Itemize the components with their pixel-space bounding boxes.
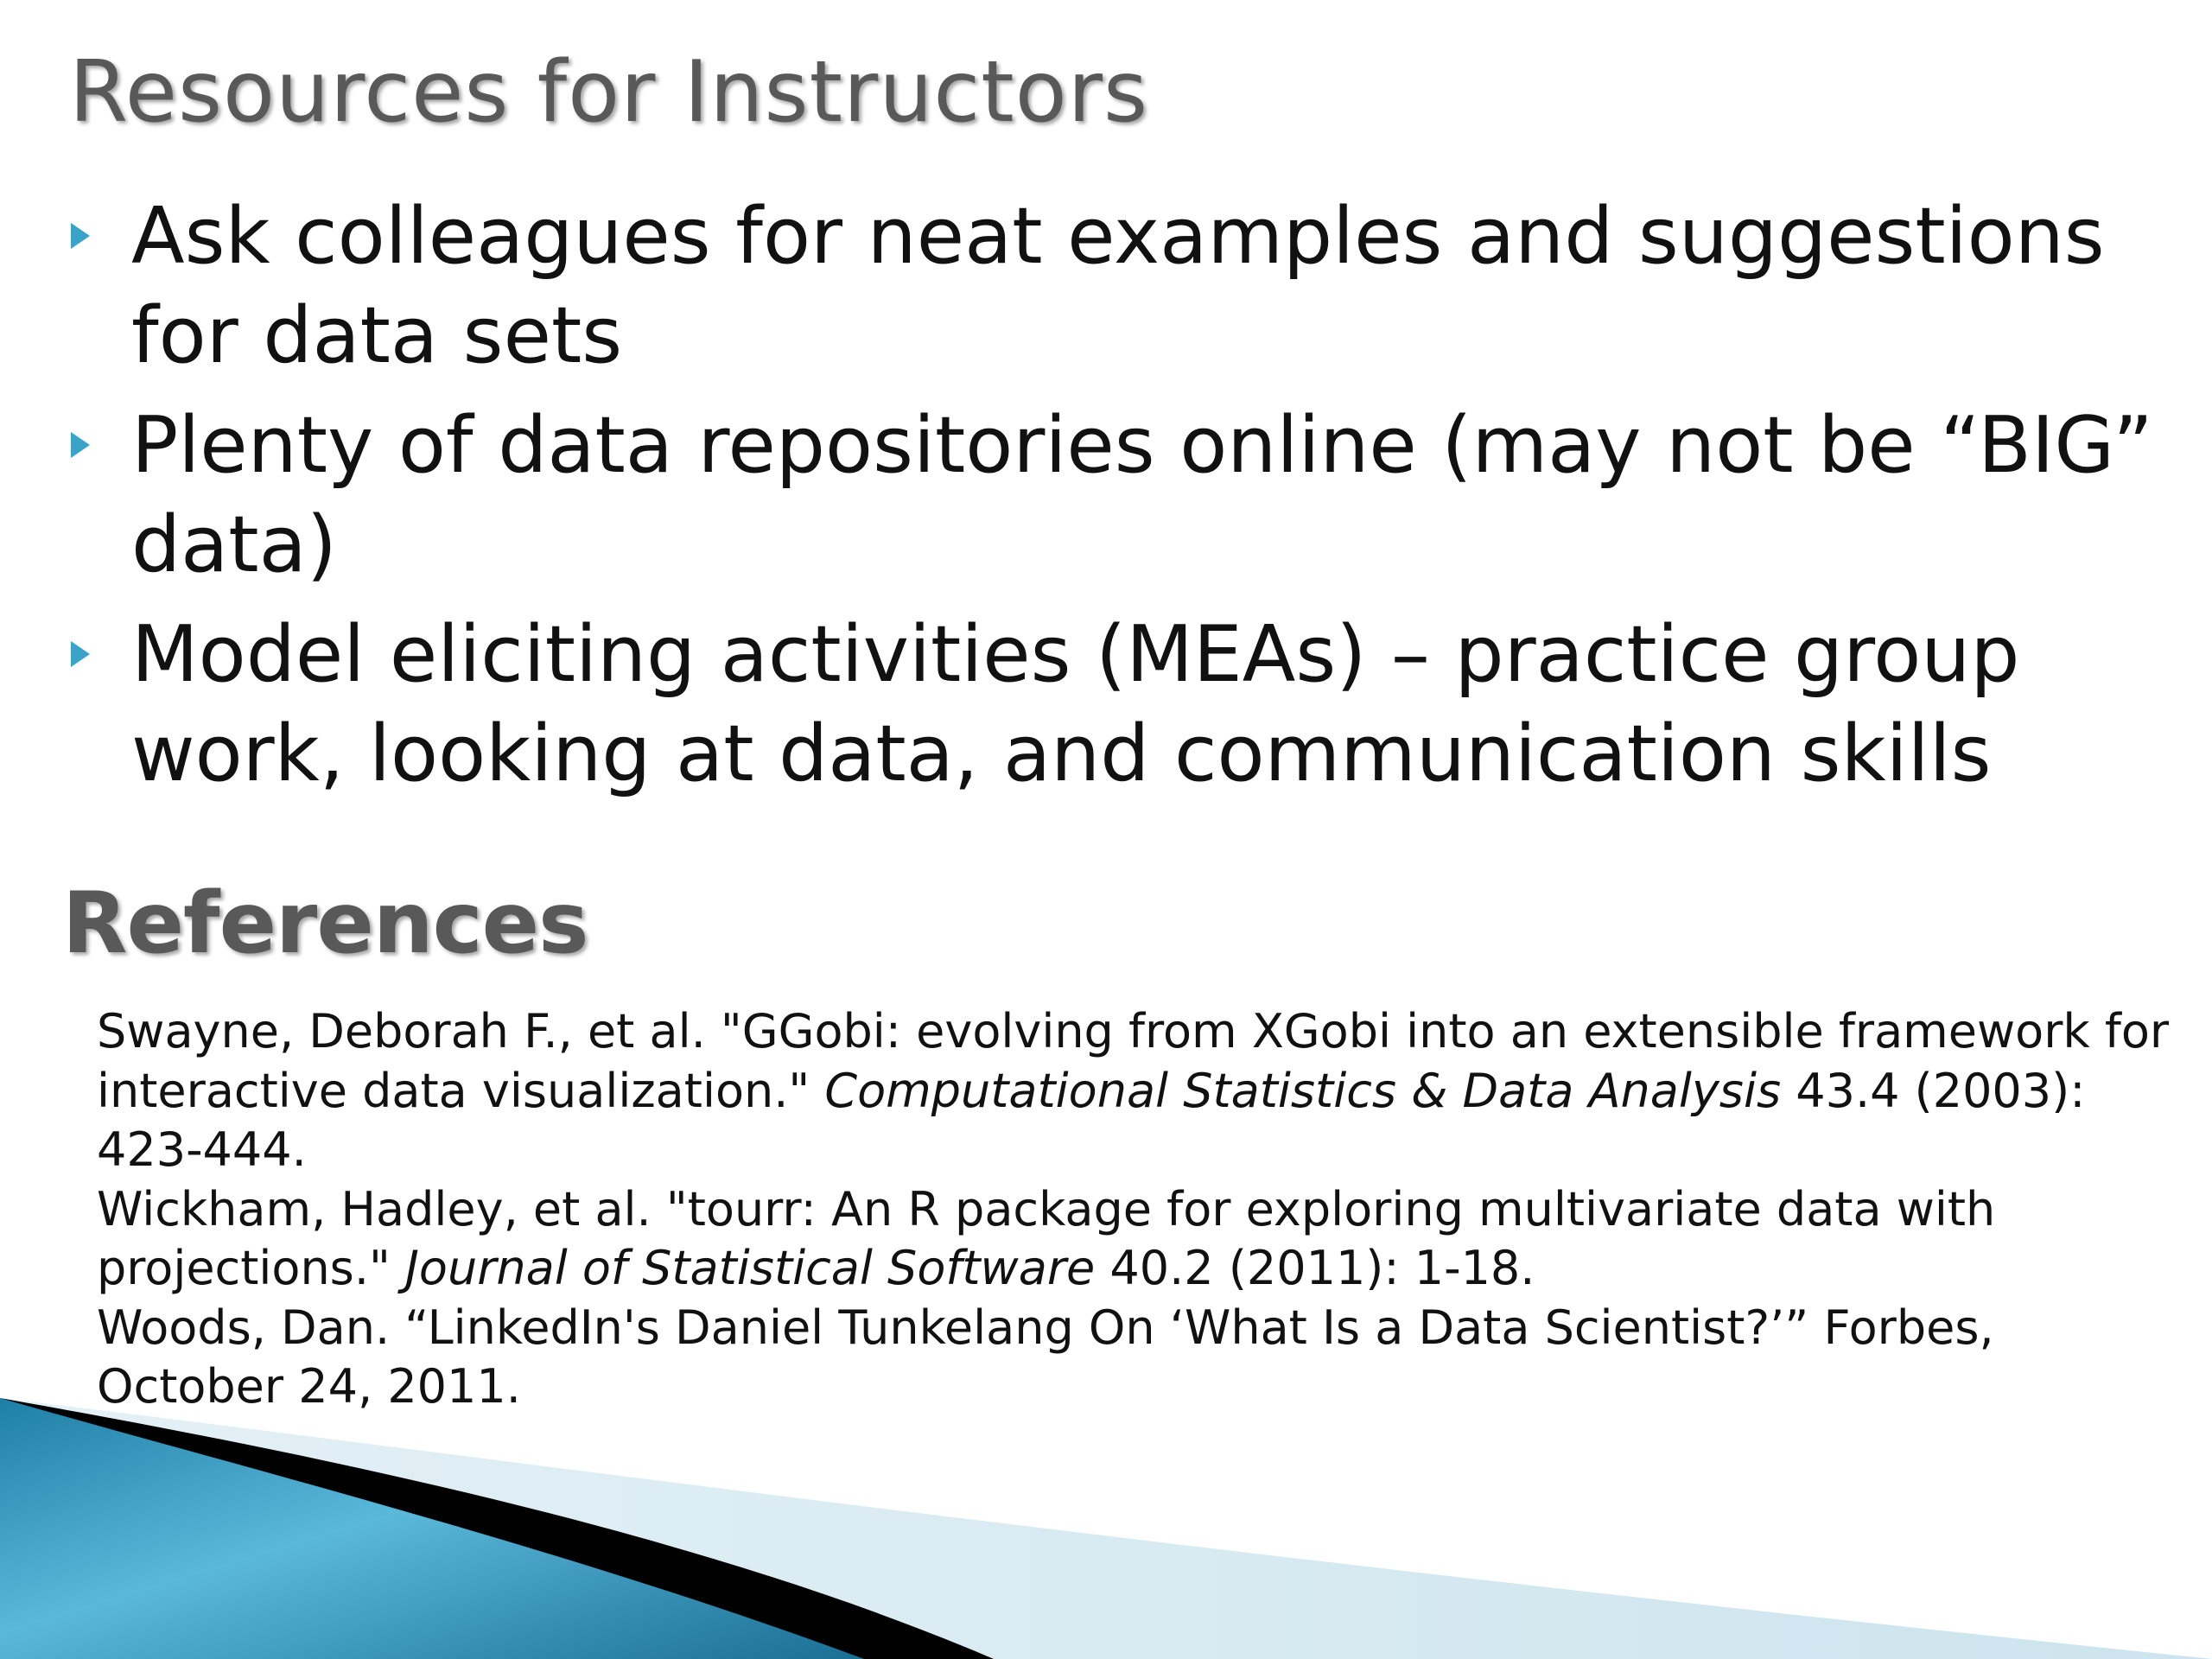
bullet-text: Model eliciting activities (MEAs) – practice group work, looking at data, and communication skills — [131, 609, 2020, 799]
slide-title: Resources for Instructors — [69, 43, 1149, 142]
reference-text: Woods, Dan. “LinkedIn's Daniel Tunkelang On ‘What Is a Data Scientist?’” Forbes, October 24, 2011. — [97, 1300, 1994, 1414]
reference-text: 40.2 (2011): 1-18. — [1095, 1241, 1535, 1295]
bullet-text: Plenty of data repositories online (may not be “BIG” data) — [131, 400, 2153, 590]
reference-text: 43.4 (2003): 423-444. — [97, 1063, 2086, 1177]
journal-title: Computational Statistics & Data Analysis — [824, 1063, 1782, 1118]
reference-text: Swayne, Deborah F., et al. "GGobi: evolving from XGobi into an extensible framework for interactive data visualization." — [97, 1004, 2170, 1118]
references-title: References — [62, 874, 588, 973]
bullet-text: Ask colleagues for neat examples and suggestions for data sets — [131, 191, 2105, 381]
journal-title: Journal of Statistical Software — [405, 1241, 1096, 1295]
reference-text: Wickham, Hadley, et al. "tourr: An R package for exploring multivariate data with projections." — [97, 1181, 1996, 1295]
